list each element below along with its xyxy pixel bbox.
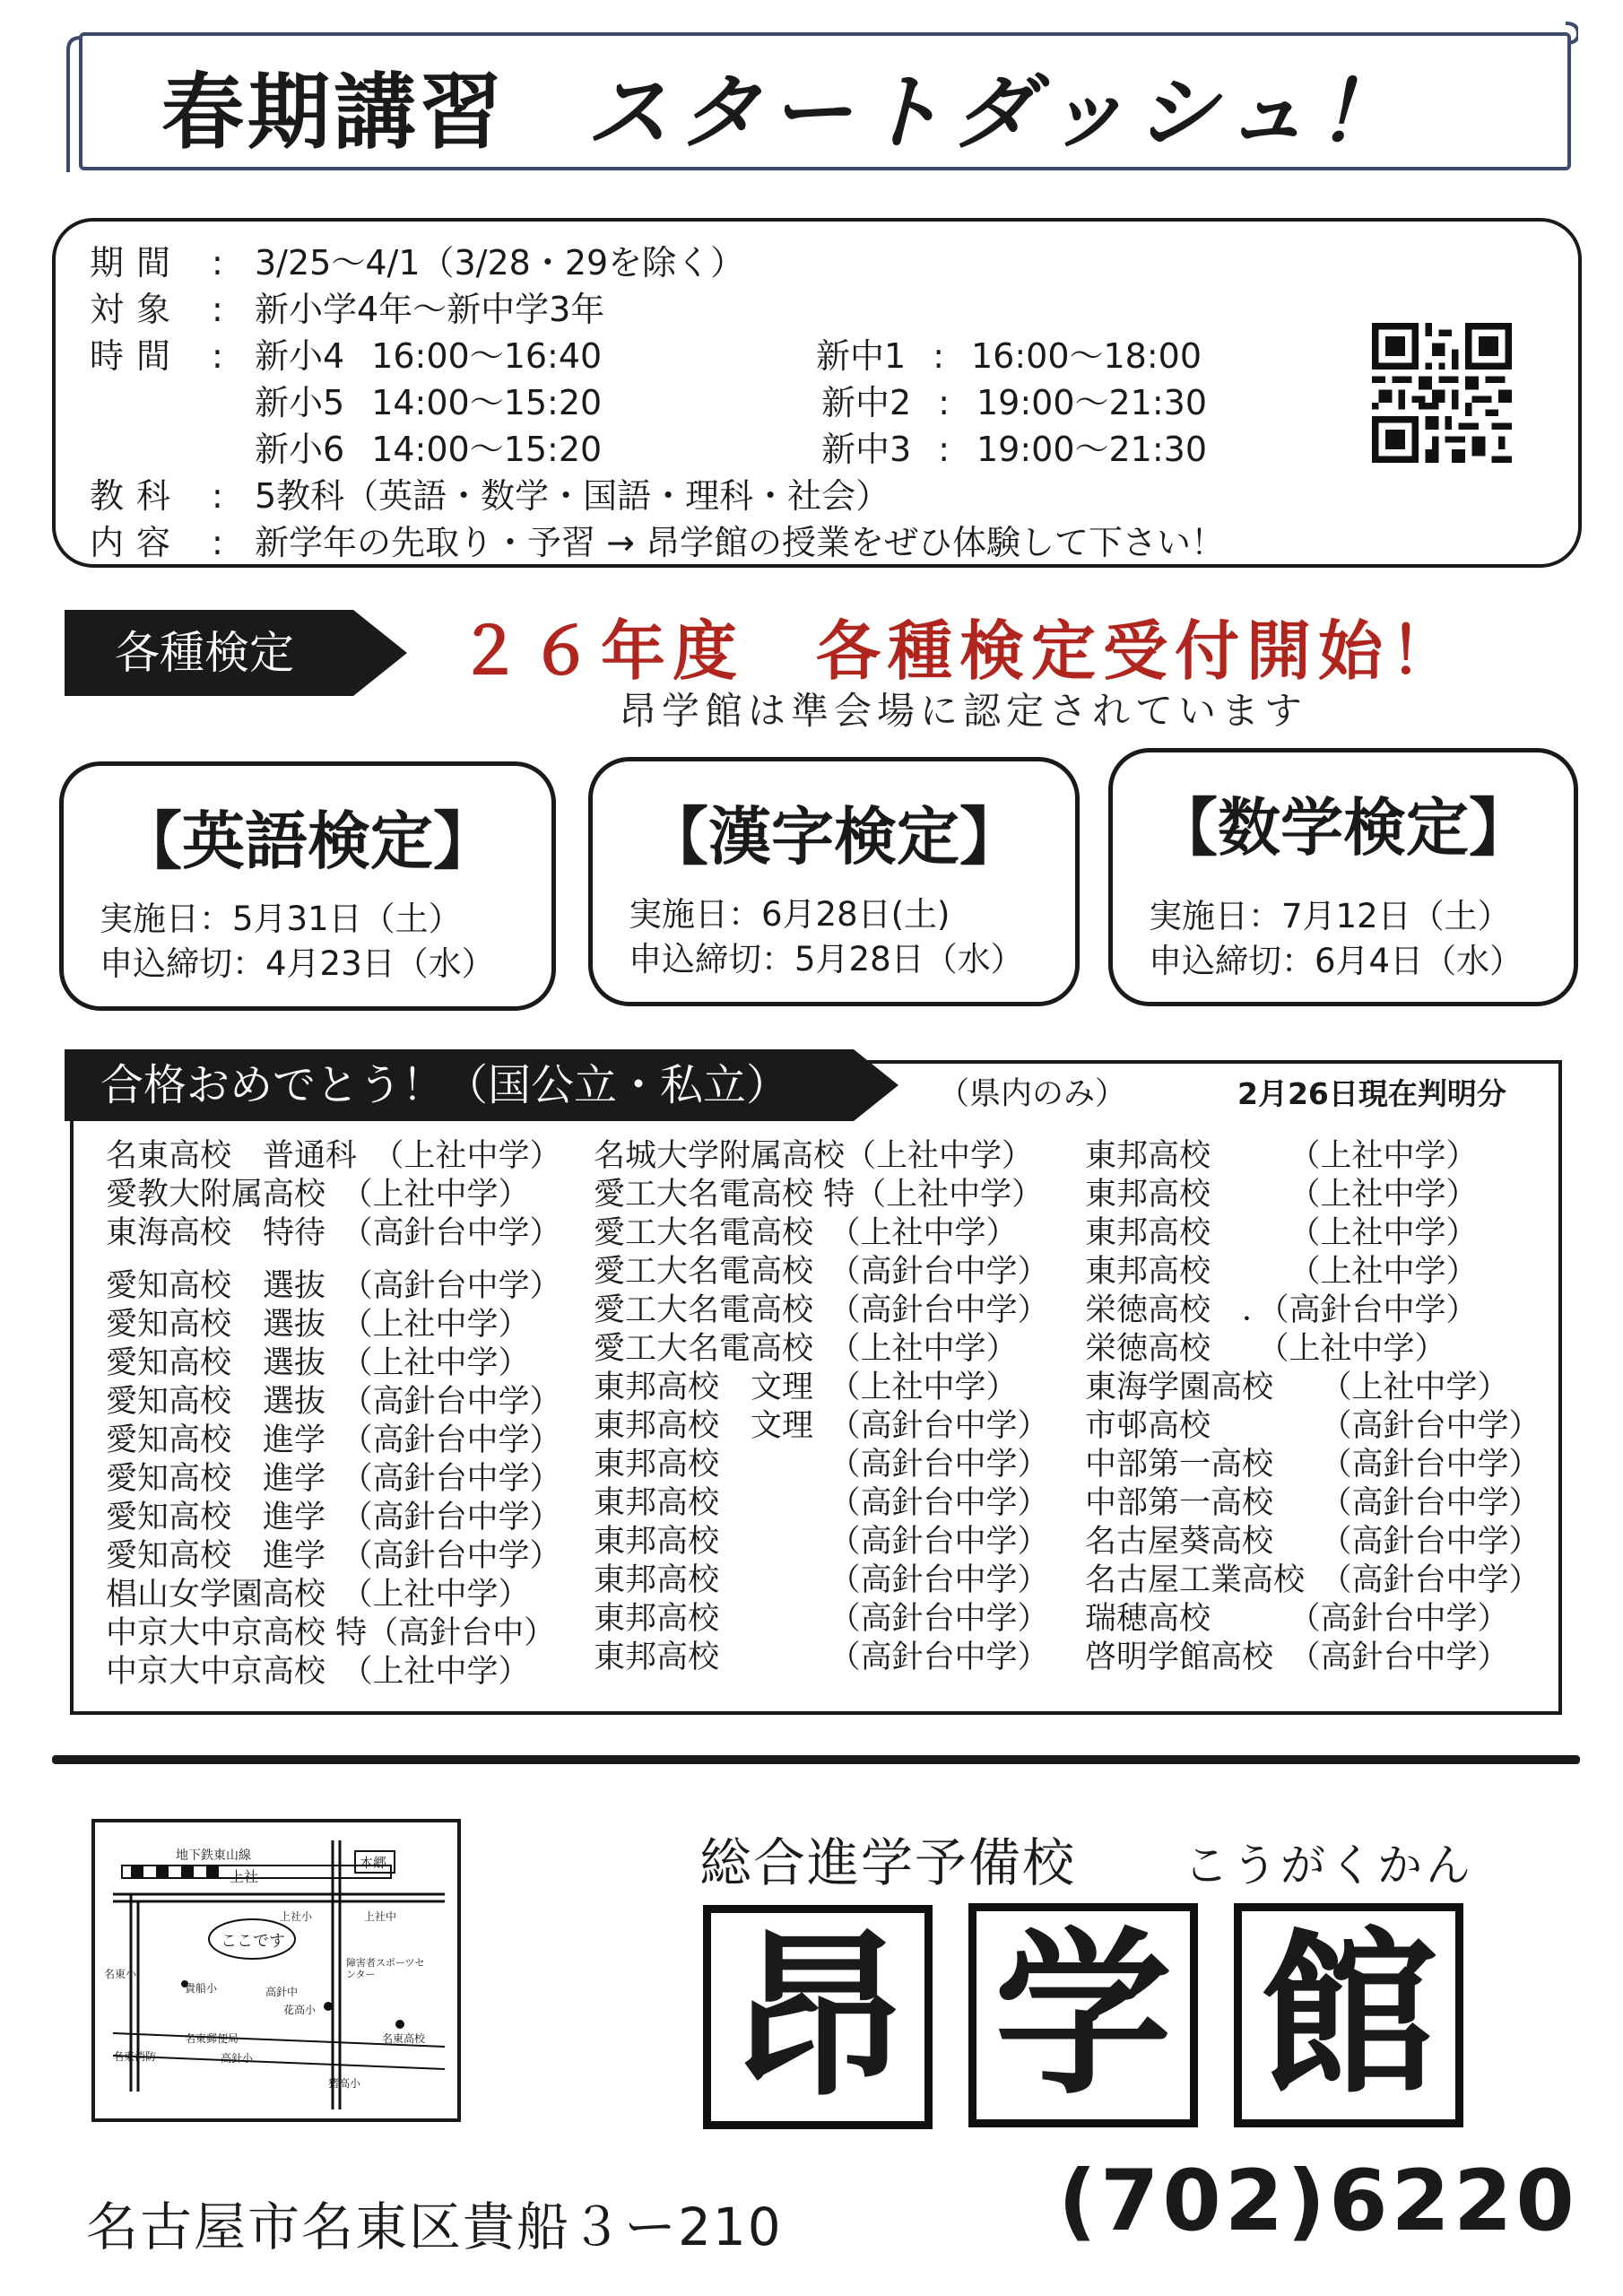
list-item: 東邦高校 （上社中学） (1085, 1138, 1478, 1174)
logo-char: 館 (1260, 1909, 1437, 2118)
info-time: 時間 : 新小4 16:00〜16:40 (90, 328, 602, 378)
list-item: 東海学園高校 （上社中学） (1085, 1370, 1509, 1405)
passers-as-of: 2月26日現在判明分 (1237, 1076, 1506, 1111)
time-row: 新中2 : 19:00〜21:30 (821, 383, 1208, 422)
exam-title: 【英語検定】 (119, 804, 496, 878)
list-item: 栄徳高校 （上社中学） (1085, 1331, 1446, 1367)
list-item: 東邦高校 （高針台中学） (594, 1447, 1049, 1483)
logo-char-block (968, 1903, 1198, 2127)
list-item: 中部第一高校 （高針台中学） (1085, 1447, 1541, 1483)
exam-deadline: 申込締切：6月4日（水） (1149, 942, 1523, 980)
tag-arrow-icon (353, 610, 407, 696)
list-item: 愛知高校 進学 （高針台中学） (106, 1538, 561, 1574)
list-item: 東邦高校 文理 （上社中学） (594, 1370, 1018, 1405)
list-item: 市邨高校 （高針台中学） (1085, 1408, 1541, 1444)
map-station-label: 上社 (230, 1868, 259, 1885)
time-hours: 16:00〜16:40 (371, 336, 603, 376)
school-type: 総合進学予備校 (699, 1832, 1077, 1893)
target-label: 対象 (90, 290, 184, 329)
list-item: 愛教大附属高校 （上社中学） (106, 1177, 530, 1213)
exam-deadline: 申込締切：5月28日（水） (629, 940, 1024, 978)
exam-date: 実施日：6月28日(土) (629, 895, 950, 934)
list-item: 愛工大名電高校 特（上社中学） (594, 1177, 1044, 1213)
title-banner (54, 20, 1578, 163)
subjects-value: 5教科（英語・数学・国語・理科・社会） (255, 476, 890, 516)
time-grade: 新中1 (816, 336, 907, 376)
tag-arrow-icon (854, 1049, 898, 1121)
list-item: 愛知高校 進学 （高針台中学） (106, 1461, 561, 1497)
list-item: 東邦高校 （上社中学） (1085, 1177, 1478, 1213)
time-grade: 新中3 (821, 430, 912, 469)
exam-date: 実施日：7月12日（土） (1149, 897, 1511, 935)
time-row: 新中3 : 19:00〜21:30 (821, 430, 1208, 469)
time-grade: 新小6 (255, 430, 345, 469)
exam-box-math (1108, 748, 1578, 1006)
list-item: 東海高校 特待 （高針台中学） (106, 1215, 561, 1251)
passers-tag (65, 1049, 898, 1121)
time-hours: 16:00〜18:00 (971, 336, 1202, 376)
info-target: 対象 : 新小学4年〜新中学3年 (90, 282, 604, 331)
time-hours: 19:00〜21:30 (976, 383, 1208, 422)
period-value: 3/25〜4/1（3/28・29を除く） (255, 243, 745, 283)
address: 名古屋市名東区貴船３ー210 (86, 2196, 783, 2257)
exam-section-tag (65, 610, 405, 696)
time-grade: 新小5 (255, 383, 345, 422)
subjects-label: 教科 (90, 476, 184, 516)
passers-col-3 (1085, 1137, 1541, 1677)
list-item: 名古屋工業高校 （高針台中学） (1085, 1562, 1541, 1598)
list-item: 名東高校 普通科 （上社中学） (106, 1138, 561, 1174)
map-here-label: ここです (221, 1932, 285, 1951)
list-item: 愛工大名電高校 （高針台中学） (594, 1254, 1049, 1290)
target-value: 新小学4年〜新中学3年 (255, 290, 605, 329)
list-item: 中部第一高校 （高針台中学） (1085, 1485, 1541, 1521)
time-hours: 14:00〜15:20 (371, 430, 603, 469)
logo-char-block (1234, 1903, 1463, 2127)
time-hours: 19:00〜21:30 (976, 430, 1208, 469)
passers-col-2 (594, 1137, 1049, 1677)
map-line-label: 地下鉄東山線 (176, 1848, 251, 1863)
content-value: 新学年の先取り・予習 → 昂学館の授業をぜひ体験して下さい！ (255, 523, 1226, 562)
logo-char-block (703, 1905, 933, 2129)
logo-char: 昂 (729, 1911, 907, 2120)
list-item: 中京大中京高校 特（高針台中） (106, 1615, 556, 1651)
qr-code-icon[interactable] (1372, 323, 1512, 463)
time-row: 新中1 : 16:00〜18:00 (816, 336, 1202, 376)
list-item: 名城大学附属高校（上社中学） (594, 1138, 1034, 1174)
banner-title-sub: スタートダッシュ！ (586, 65, 1409, 161)
content-label: 内容 (90, 523, 184, 562)
banner-title (161, 47, 1408, 165)
phone-number[interactable]: (702)6220 (1058, 2152, 1578, 2250)
list-item: 東邦高校 （高針台中学） (594, 1562, 1049, 1598)
passers-scope: （県内のみ） (938, 1076, 1127, 1112)
passers-tag-label: 合格おめでとう！（国公立・私立） (65, 1049, 854, 1121)
list-item: 愛工大名電高校 （高針台中学） (594, 1292, 1049, 1328)
list-item: 愛工大名電高校 （上社中学） (594, 1215, 1018, 1251)
time-grade: 新中2 (821, 383, 912, 422)
list-item: 栄徳高校 ．（高針台中学） (1085, 1292, 1478, 1328)
time-row (255, 375, 602, 424)
exam-deadline: 申込締切：4月23日（水） (100, 944, 495, 983)
exam-venue-note: 昂学館は準会場に認定されています (619, 689, 1308, 733)
logo-char: 学 (994, 1909, 1172, 2118)
period-label: 期間 (90, 243, 184, 283)
exam-headline: ２６年度 各種検定受付開始！ (457, 613, 1462, 689)
school-kana: こうがくかん (1184, 1839, 1474, 1892)
exam-title: 【漢字検定】 (646, 800, 1022, 874)
time-hours: 14:00〜15:20 (371, 383, 603, 422)
list-item: 東邦高校 （上社中学） (1085, 1215, 1478, 1251)
exam-section-tag-label: 各種検定 (65, 610, 353, 696)
list-item: 東邦高校 （上社中学） (1085, 1254, 1478, 1290)
list-item: 愛知高校 選抜 （上社中学） (106, 1345, 530, 1381)
list-item: 愛工大名電高校 （上社中学） (594, 1331, 1018, 1367)
list-item: 愛知高校 選抜 （高針台中学） (106, 1384, 561, 1420)
list-item: 愛知高校 選抜 （上社中学） (106, 1307, 530, 1343)
divider-line (52, 1755, 1580, 1764)
banner-title-main: 春期講習 (161, 65, 507, 161)
exam-title: 【数学検定】 (1155, 791, 1532, 865)
list-item: 東邦高校 （高針台中学） (594, 1601, 1049, 1637)
map-station-label: 本郷 (360, 1855, 387, 1871)
passers-col-1 (106, 1137, 561, 1692)
list-item: 東邦高校 文理 （高針台中学） (594, 1408, 1049, 1444)
access-map[interactable]: 地下鉄東山線 上社 本郷 ここです 上社小 上社中 名東小 貴船小 高針中 花高小 障害者スポーツセンター 名東高校 名東郵便局 高針小 猪高小 名東消防 (91, 1819, 461, 2122)
exam-date: 実施日：5月31日（土） (100, 900, 462, 938)
info-period: 期間 : 3/25〜4/1（3/28・29を除く） (90, 235, 744, 284)
list-item: 東邦高校 （高針台中学） (594, 1639, 1049, 1675)
time-grade: 新小4 (255, 336, 345, 376)
exam-box-english (59, 761, 556, 1011)
list-item: 愛知高校 進学 （高針台中学） (106, 1500, 561, 1535)
info-content: 内容 : 新学年の先取り・予習 → 昂学館の授業をぜひ体験して下さい！ (90, 515, 1225, 564)
list-item: 東邦高校 （高針台中学） (594, 1485, 1049, 1521)
list-item: 中京大中京高校 （上社中学） (106, 1654, 530, 1690)
list-item: 東邦高校 （高針台中学） (594, 1524, 1049, 1560)
list-item: 椙山女学園高校 （上社中学） (106, 1577, 530, 1613)
list-item: 名古屋葵高校 （高針台中学） (1085, 1524, 1541, 1560)
time-row (255, 422, 602, 471)
list-item: 瑞穂高校 （高針台中学） (1085, 1601, 1509, 1637)
info-subjects: 教科 : 5教科（英語・数学・国語・理科・社会） (90, 468, 890, 517)
list-item: 啓明学館高校 （高針台中学） (1085, 1639, 1509, 1675)
list-item: 愛知高校 選抜 （高針台中学） (106, 1268, 561, 1304)
time-label: 時間 (90, 336, 184, 376)
exam-box-kanji (588, 757, 1080, 1006)
list-item: 愛知高校 進学 （高針台中学） (106, 1422, 561, 1458)
